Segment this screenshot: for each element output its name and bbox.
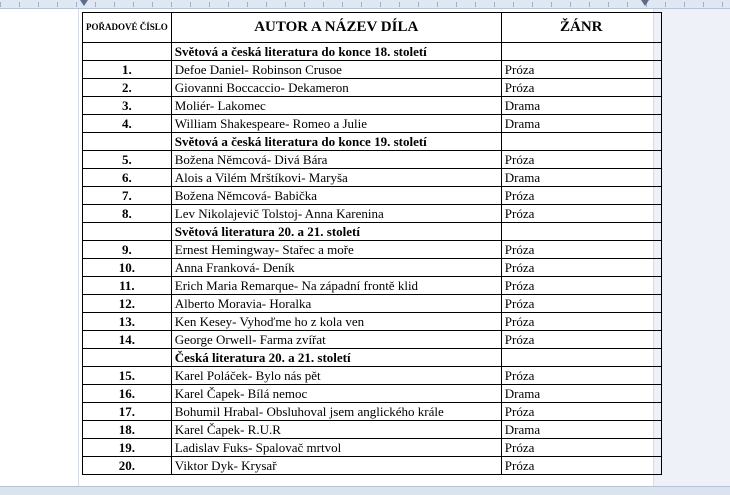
section-genre-cell[interactable] [501, 223, 661, 241]
row-number[interactable]: 13. [83, 313, 172, 331]
row-number[interactable]: 15. [83, 367, 172, 385]
section-row [83, 349, 662, 367]
row-number[interactable]: 3. [83, 97, 172, 115]
left-margin-area [0, 9, 79, 494]
row-title[interactable]: Anna Franková- Deník [171, 259, 501, 277]
row-number[interactable]: 6. [83, 169, 172, 187]
row-title[interactable]: Bohumil Hrabal- Obsluhoval jsem anglického krále [171, 403, 501, 421]
row-genre[interactable]: Próza [501, 277, 661, 295]
row-title[interactable]: Božena Němcová- Divá Bára [171, 151, 501, 169]
row-genre[interactable]: Próza [501, 403, 661, 421]
header-genre[interactable]: ŽÁNR [501, 13, 661, 43]
horizontal-ruler[interactable] [0, 0, 730, 9]
row-number[interactable]: 14. [83, 331, 172, 349]
left-indent-marker[interactable] [80, 0, 88, 6]
row-genre[interactable]: Drama [501, 169, 661, 187]
section-row [83, 223, 662, 241]
table-row [83, 385, 662, 403]
row-genre[interactable]: Próza [501, 187, 661, 205]
table-row [83, 277, 662, 295]
table-row [83, 403, 662, 421]
row-number[interactable]: 4. [83, 115, 172, 133]
row-number[interactable]: 7. [83, 187, 172, 205]
row-genre[interactable]: Próza [501, 61, 661, 79]
row-genre[interactable]: Drama [501, 97, 661, 115]
section-number-cell[interactable] [83, 43, 172, 61]
table-row [83, 439, 662, 457]
literature-table [82, 12, 662, 475]
section-title[interactable]: Světová a česká literatura do konce 18. století [171, 43, 501, 61]
row-number[interactable]: 20. [83, 457, 172, 475]
row-title[interactable]: Ladislav Fuks- Spalovač mrtvol [171, 439, 501, 457]
row-number[interactable]: 17. [83, 403, 172, 421]
row-title[interactable]: William Shakespeare- Romeo a Julie [171, 115, 501, 133]
row-title[interactable]: Erich Maria Remarque- Na západní frontě klid [171, 277, 501, 295]
row-number[interactable]: 1. [83, 61, 172, 79]
row-title[interactable]: Karel Čapek- Bílá nemoc [171, 385, 501, 403]
table-row [83, 457, 662, 475]
row-genre[interactable]: Drama [501, 115, 661, 133]
row-title[interactable]: Karel Čapek- R.U.R [171, 421, 501, 439]
row-number[interactable]: 19. [83, 439, 172, 457]
row-title[interactable]: Ernest Hemingway- Stařec a moře [171, 241, 501, 259]
row-title[interactable]: George Orwell- Farma zvířat [171, 331, 501, 349]
row-number[interactable]: 11. [83, 277, 172, 295]
row-title[interactable]: Božena Němcová- Babička [171, 187, 501, 205]
section-number-cell[interactable] [83, 223, 172, 241]
row-genre[interactable]: Próza [501, 331, 661, 349]
row-number[interactable]: 10. [83, 259, 172, 277]
table-row [83, 187, 662, 205]
row-number[interactable]: 16. [83, 385, 172, 403]
row-title[interactable]: Giovanni Boccaccio- Dekameron [171, 79, 501, 97]
table-row [83, 79, 662, 97]
row-genre[interactable]: Próza [501, 151, 661, 169]
row-genre[interactable]: Próza [501, 457, 661, 475]
row-title[interactable]: Alberto Moravia- Horalka [171, 295, 501, 313]
row-title[interactable]: Ken Kesey- Vyhoďme ho z kola ven [171, 313, 501, 331]
right-margin-area [653, 9, 730, 494]
table-row [83, 367, 662, 385]
table-row [83, 169, 662, 187]
table-row [83, 241, 662, 259]
header-number[interactable]: POŘADOVÉ ČÍSLO [83, 13, 172, 43]
section-number-cell[interactable] [83, 349, 172, 367]
table-row [83, 115, 662, 133]
row-genre[interactable]: Próza [501, 241, 661, 259]
table-row [83, 313, 662, 331]
row-genre[interactable]: Próza [501, 79, 661, 97]
row-genre[interactable]: Próza [501, 295, 661, 313]
table-row [83, 259, 662, 277]
section-number-cell[interactable] [83, 133, 172, 151]
row-title[interactable]: Moliér- Lakomec [171, 97, 501, 115]
row-genre[interactable]: Drama [501, 385, 661, 403]
row-number[interactable]: 5. [83, 151, 172, 169]
section-row [83, 133, 662, 151]
section-title[interactable]: Česká literatura 20. a 21. století [171, 349, 501, 367]
table-row [83, 205, 662, 223]
row-genre[interactable]: Drama [501, 421, 661, 439]
table-row [83, 61, 662, 79]
table-body [83, 43, 662, 475]
row-title[interactable]: Alois a Vilém Mrštíkovi- Maryša [171, 169, 501, 187]
row-genre[interactable]: Próza [501, 439, 661, 457]
table-row [83, 295, 662, 313]
table-row [83, 421, 662, 439]
header-title[interactable]: AUTOR A NÁZEV DÍLA [171, 13, 501, 43]
section-title[interactable]: Světová literatura 20. a 21. století [171, 223, 501, 241]
row-genre[interactable]: Próza [501, 367, 661, 385]
ruler-ticks [0, 2, 730, 7]
row-title[interactable]: Viktor Dyk- Krysař [171, 457, 501, 475]
row-number[interactable]: 9. [83, 241, 172, 259]
section-genre-cell[interactable] [501, 43, 661, 61]
row-genre[interactable]: Próza [501, 313, 661, 331]
row-number[interactable]: 12. [83, 295, 172, 313]
row-number[interactable]: 8. [83, 205, 172, 223]
row-genre[interactable]: Próza [501, 205, 661, 223]
row-title[interactable]: Karel Poláček- Bylo nás pět [171, 367, 501, 385]
row-number[interactable]: 2. [83, 79, 172, 97]
table-row [83, 151, 662, 169]
section-row [83, 43, 662, 61]
table-header-row [83, 13, 662, 43]
section-title[interactable]: Světová a česká literatura do konce 19. století [171, 133, 501, 151]
section-genre-cell[interactable] [501, 349, 661, 367]
row-genre[interactable]: Próza [501, 259, 661, 277]
row-number[interactable]: 18. [83, 421, 172, 439]
row-title[interactable]: Lev Nikolajevič Tolstoj- Anna Karenina [171, 205, 501, 223]
row-title[interactable]: Defoe Daniel- Robinson Crusoe [171, 61, 501, 79]
right-indent-marker[interactable] [641, 0, 649, 6]
table-row [83, 331, 662, 349]
table-row [83, 97, 662, 115]
section-genre-cell[interactable] [501, 133, 661, 151]
